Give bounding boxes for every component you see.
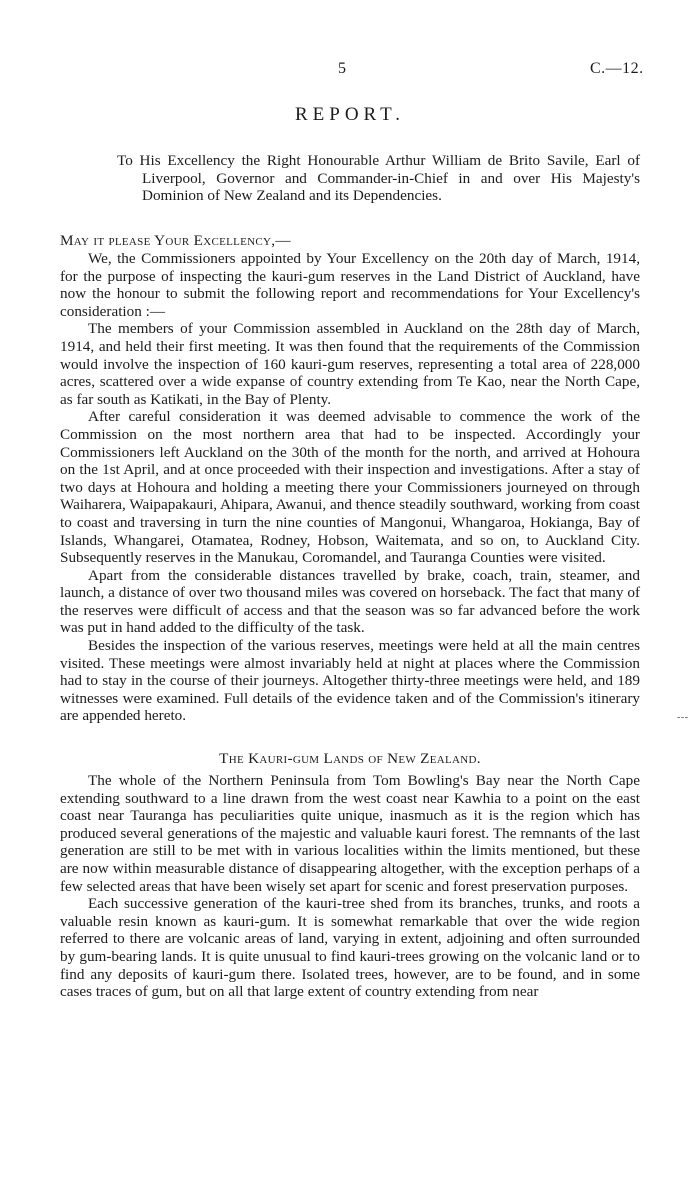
salutation: May it please Your Excellency,— <box>60 232 291 249</box>
section-text <box>60 772 640 1001</box>
paragraph: We, the Commissioners appointed by Your Excellency on the 20th day of March, 1914, for the purpose of inspecting the kauri-gum reserves in the Land District of Auckland, have now the honour to submit the following report and recommendations for Your Excellency's consideration :— <box>60 250 640 320</box>
paragraph: Apart from the considerable distances travelled by brake, coach, train, steamer, and launch, a distance of over two thousand miles was covered on horseback. The fact that many of the reserves were difficult of access and that the season was so far advanced before the work was put in hand added to the difficulty of the task. <box>60 566 640 637</box>
page-number: 5 <box>338 60 346 77</box>
section-heading: The Kauri-gum Lands of New Zealand. <box>219 750 481 767</box>
paragraph: The members of your Commission assembled in Auckland on the 28th day of March, 1914, and held their first meeting. It was then found that the requirements of the Commission would involve the inspection of 160 kauri-gum reserves, representing a total area of 228,000 acres, scattered over a wide expanse of country extending from Te Kao, near the North Cape, as far south as Katikati, in the Bay of Plenty. <box>60 320 640 408</box>
paragraph: Besides the inspection of the various reserves, meetings were held at all the main centres visited. These meetings were almost invariably held at night at places where the Commission had to stay in the course of their journeys. Altogether thirty-three meetings were held, and 189 witnesses were examined. Full details of the evidence taken and of the Commission's itinerary are appended hereto. <box>60 637 640 725</box>
report-title: REPORT. <box>294 104 406 125</box>
document-code: C.—12. <box>590 60 644 77</box>
margin-mark: - - - <box>677 712 687 723</box>
paragraph: Each successive generation of the kauri-tree shed from its branches, trunks, and roots a valuable resin known as kauri-gum. It is somewhat remarkable that over the wide region referred to there are volcanic areas of land, varying in extent, adjoining and often surrounded by gum-bearing lands. It is quite unusual to find kauri-trees growing on the volcanic land or to find any deposits of kauri-gum there. Isolated trees, however, are to be found, and in some cases traces of gum, but on all that large extent of country extending from near <box>60 895 640 1001</box>
paragraph: The whole of the Northern Peninsula from Tom Bowling's Bay near the North Cape extending southward to a line drawn from the west coast near Kawhia to a point on the east coast near Tauranga has peculiarities quite unique, inasmuch as it is the region which has produced several generations of the majestic and valuable kauri forest. The remnants of the last generation are still to be met with in various localities within the limits mentioned, but these are now within measurable distance of disappearing altogether, with the exception perhaps of a few selected areas that have been wisely set apart for scenic and forest preservation purposes. <box>60 772 640 895</box>
paragraph: After careful consideration it was deemed advisable to commence the work of the Commission on the most northern area that had to be inspected. Accordingly your Commissioners left Auckland on the 30th of the month for the north, and arrived at Hohoura on the 1st April, and at once proceeded with their inspection and investigations. After a stay of two days at Hohoura and holding a meeting there your Commissioners journeyed on through Waiharera, Waipapakauri, Ahipara, Awanui, and thence steadily southward, working from coast to coast and traversing in turn the nine counties of Mangonui, Whangaroa, Hokianga, Bay of Islands, Whangarei, Otamatea, Rodney, Hobson, Waitemata, and so on, to Auckland City. Subsequently reserves in the Manukau, Coromandel, and Tauranga Counties were visited. <box>60 408 640 567</box>
address-block: To His Excellency the Right Honourable Arthur William de Brito Savile, Earl of Liverpool, Governor and Commander-in-Chief in and over His Majesty's Dominion of New Zealand and its Dependencies. <box>117 152 640 205</box>
introduction-text <box>60 250 640 725</box>
